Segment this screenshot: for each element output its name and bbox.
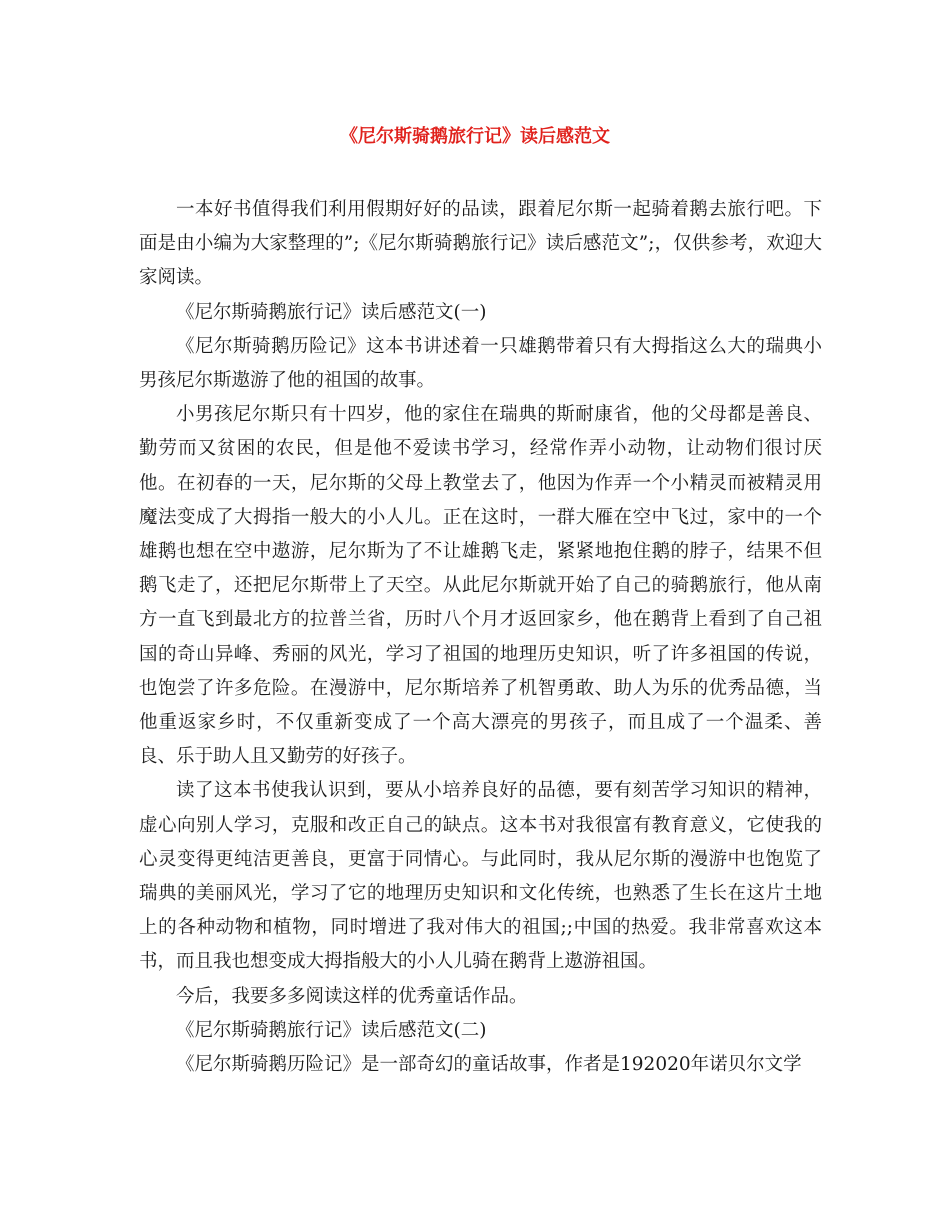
paragraph: 读了这本书使我认识到，要从小培养良好的品德，要有刻苦学习知识的精神，虚心向别人学习，克服和改正自己的缺点。这本书对我很富有教育意义，它使我的心灵变得更纯洁更善良，更富于同情心。与此同时，我从尼尔斯的漫游中也饱览了瑞典的美丽风光，学习了它的地理历史知识和文化传统，也熟悉了生长在这片土地上的各种动物和植物，同时增进了我对伟大的祖国;;中国的热爱。我非常喜欢这本书，而且我也想变成大拇指般大的小人儿骑在鹅背上遨游祖国。 (139, 780, 822, 973)
section-heading-2: 《尼尔斯骑鹅旅行记》读后感范文(二) (176, 1019, 487, 1041)
paragraph: 《尼尔斯骑鹅历险记》这本书讲述着一只雄鹅带着只有大拇指这么大的瑞典小男孩尼尔斯遨游了他的祖国的故事。 (139, 335, 822, 392)
document-title: 《尼尔斯骑鹅旅行记》读后感范文 (340, 126, 610, 147)
paragraph: 小男孩尼尔斯只有十四岁，他的家住在瑞典的斯耐康省，他的父母都是善良、勤劳而又贫困的农民，但是他不爱读书学习，经常作弄小动物，让动物们很讨厌他。在初春的一天，尼尔斯的父母上教堂去了，他因为作弄一个小精灵而被精灵用魔法变成了大拇指一般大的小人儿。正在这时，一群大雁在空中飞过，家中的一个雄鹅也想在空中遨游，尼尔斯为了不让雄鹅飞走，紧紧地抱住鹅的脖子，结果不但鹅飞走了，还把尼尔斯带上了天空。从此尼尔斯就开始了自己的骑鹅旅行，他从南方一直飞到最北方的拉普兰省，历时八个月才返回家乡，他在鹅背上看到了自己祖国的奇山异峰、秀丽的风光，学习了祖国的地理历史知识，听了许多祖国的传说，也饱尝了许多危险。在漫游中，尼尔斯培养了机智勇敢、助人为乐的优秀品德，当他重返家乡时，不仅重新变成了一个高大漂亮的男孩子，而且成了一个温柔、善良、乐于助人且又勤劳的好孩子。 (139, 404, 822, 768)
document-body (139, 193, 822, 1082)
paragraph: 今后，我要多多阅读这样的优秀童话作品。 (176, 985, 528, 1007)
paragraph-intro: 一本好书值得我们利用假期好好的品读，跟着尼尔斯一起骑着鹅去旅行吧。下面是由小编为大家整理的”;《尼尔斯骑鹅旅行记》读后感范文”;，仅供参考，欢迎大家阅读。 (139, 199, 822, 289)
section-heading-1: 《尼尔斯骑鹅旅行记》读后感范文(一) (176, 301, 487, 323)
paragraph: 《尼尔斯骑鹅历险记》是一部奇幻的童话故事，作者是192020年诺贝尔文学 (176, 1054, 802, 1076)
